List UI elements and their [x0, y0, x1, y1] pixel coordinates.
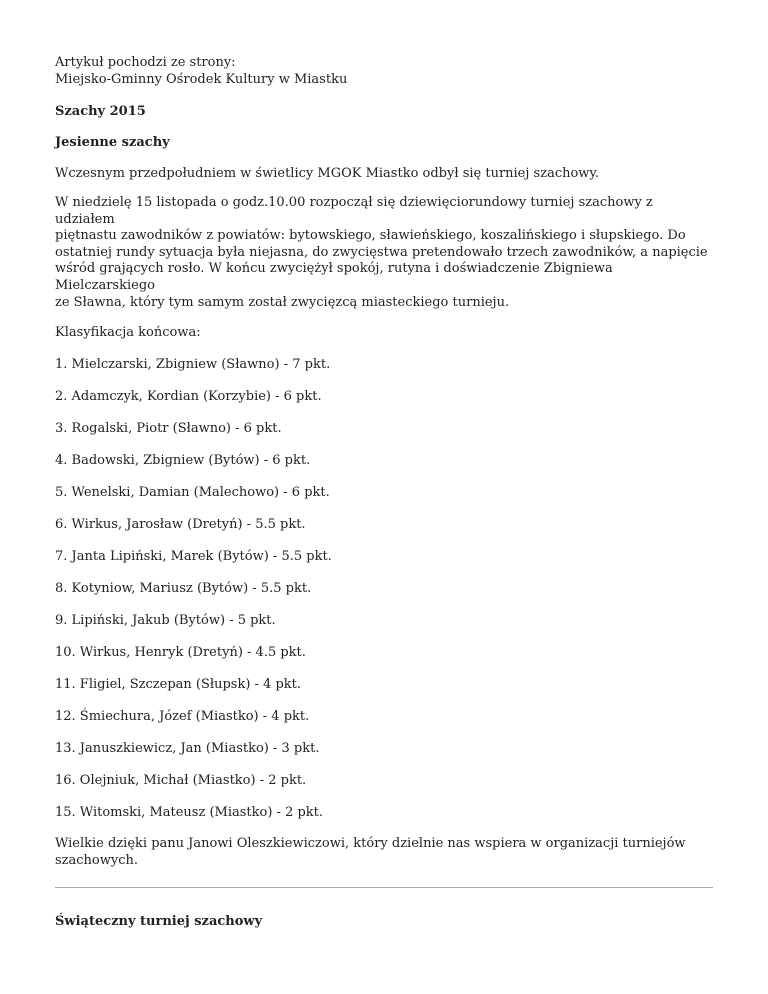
list-item: 6. Wirkus, Jarosław (Dretyń) - 5.5 pkt.	[55, 517, 306, 533]
list-item: 4. Badowski, Zbigniew (Bytów) - 6 pkt.	[55, 453, 311, 469]
list-item: 5. Wenelski, Damian (Malechowo) - 6 pkt.	[55, 485, 330, 501]
classification-label: Klasyfikacja końcowa:	[55, 325, 201, 341]
next-article-heading: Świąteczny turniej szachowy	[55, 913, 263, 929]
document-page	[55, 55, 715, 930]
thanks-note	[55, 836, 715, 869]
list-item: 7. Janta Lipiński, Marek (Bytów) - 5.5 pkt.	[55, 549, 332, 565]
thanks-line: szachowych.	[55, 853, 139, 869]
article-body	[55, 195, 715, 311]
body-line: piętnastu zawodników z powiatów: bytowskiego, sławieńskiego, koszalińskiego i słupskiego. Do	[55, 228, 686, 244]
body-line: W niedzielę 15 listopada o godz.10.00 rozpoczął się dziewięciorundowy turniej szachowy z udziałem	[55, 194, 653, 227]
list-item: 1. Mielczarski, Zbigniew (Sławno) - 7 pkt.	[55, 357, 331, 373]
list-item: 8. Kotyniow, Mariusz (Bytów) - 5.5 pkt.	[55, 581, 312, 596]
source-organization: Miejsko-Gminny Ośrodek Kultury w Miastku	[55, 71, 348, 87]
page-title: Szachy 2015	[55, 104, 146, 120]
body-line: wśród grających rosło. W końcu zwyciężył spokój, rutyna i doświadczenie Zbigniewa Mielczarskiego	[55, 261, 613, 293]
article-heading: Jesienne szachy	[55, 134, 170, 150]
thanks-line: Wielkie dzięki panu Janowi Oleszkiewiczowi, który dzielnie nas wspiera w organizacji turniejów	[55, 836, 686, 852]
list-item: 15. Witomski, Mateusz (Miastko) - 2 pkt.	[55, 804, 324, 820]
source-attribution	[55, 55, 715, 88]
body-line: ostatniej rundy sytuacja była niejasna, do zwycięstwa pretendowało trzech zawodników, a napięcie	[55, 244, 708, 260]
list-item: 16. Olejniuk, Michał (Miastko) - 2 pkt.	[55, 772, 307, 788]
list-item: 11. Fligiel, Szczepan (Słupsk) - 4 pkt.	[55, 676, 302, 692]
list-item: 9. Lipiński, Jakub (Bytów) - 5 pkt.	[55, 612, 276, 628]
body-line: ze Sławna, który tym samym został zwycięzcą miasteckiego turnieju.	[55, 294, 510, 310]
list-item: 10. Wirkus, Henryk (Dretyń) - 4.5 pkt.	[55, 644, 306, 660]
results-list	[55, 357, 715, 821]
section-divider	[55, 887, 713, 888]
list-item: 2. Adamczyk, Kordian (Korzybie) - 6 pkt.	[55, 389, 322, 405]
source-label: Artykuł pochodzi ze strony:	[55, 55, 236, 70]
list-item: 13. Januszkiewicz, Jan (Miastko) - 3 pkt.	[55, 740, 320, 756]
article-intro: Wczesnym przedpołudniem w świetlicy MGOK Miastko odbył się turniej szachowy.	[55, 166, 600, 182]
list-item: 12. Śmiechura, Józef (Miastko) - 4 pkt.	[55, 708, 310, 724]
list-item: 3. Rogalski, Piotr (Sławno) - 6 pkt.	[55, 421, 282, 437]
